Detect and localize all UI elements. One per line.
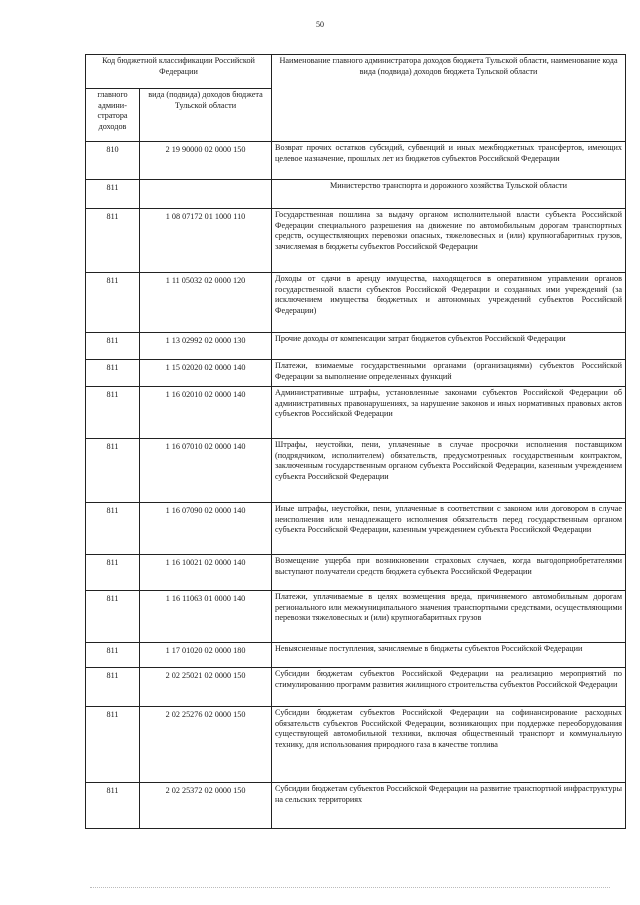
income-code-cell: 2 19 90000 02 0000 150 <box>140 142 272 180</box>
income-name-cell: Субсидии бюджетам субъектов Российской Федерации на реализацию мероприятий по стимулированию программ развития жилищного строительства субъектов Российской Федерации <box>272 668 626 707</box>
income-name-cell: Субсидии бюджетам субъектов Российской Федерации на развитие транспортной инфраструктуры на сельских территориях <box>272 783 626 829</box>
admin-code-cell: 811 <box>86 668 140 707</box>
table-row <box>86 643 626 668</box>
admin-code-cell: 811 <box>86 387 140 439</box>
table-row <box>86 209 626 273</box>
income-name-cell: Субсидии бюджетам субъектов Российской Федерации на софинансирование расходных обязательств субъектов Российской Федерации, возникающих при поддержке переоборудования существующей автомобильной техники, включая общественный транспорт и коммунальную технику, для использования природного газа в качестве топлива <box>272 707 626 783</box>
table-row <box>86 387 626 439</box>
income-code-cell: 1 17 01020 02 0000 180 <box>140 643 272 668</box>
income-name-cell: Возмещение ущерба при возникновении страховых случаев, когда выгодоприобретателями выступают получатели средств бюджета субъекта Российской Федерации <box>272 555 626 591</box>
income-name-cell: Прочие доходы от компенсации затрат бюджетов субъектов Российской Федерации <box>272 333 626 360</box>
table-row <box>86 668 626 707</box>
table-row <box>86 439 626 503</box>
table-row <box>86 142 626 180</box>
income-code-cell: 1 11 05032 02 0000 120 <box>140 273 272 333</box>
income-name-cell: Доходы от сдачи в аренду имущества, находящегося в оперативном управлении органов государственной власти субъектов Российской Федерации и созданных ими учреждений (за исключением имущества бюджетных и автономных учреждений субъектов Российской Федерации) <box>272 273 626 333</box>
ministry-name-cell: Министерство транспорта и дорожного хозяйства Тульской области <box>272 180 626 209</box>
admin-code-cell: 811 <box>86 591 140 643</box>
page-number: 50 <box>316 20 324 29</box>
income-code-cell: 1 16 10021 02 0000 140 <box>140 555 272 591</box>
table-row <box>86 503 626 555</box>
income-name-cell: Невыясненные поступления, зачисляемые в бюджеты субъектов Российской Федерации <box>272 643 626 668</box>
scan-artifact-line <box>90 887 610 889</box>
table-row <box>86 555 626 591</box>
income-name-cell: Иные штрафы, неустойки, пени, уплаченные в соответствии с законом или договором в случае неисполнения или ненадлежащего исполнения обязательств перед государственным органом субъекта Российской Федерации, казенным учреждением субъекта Российской Федерации <box>272 503 626 555</box>
income-code-cell: 2 02 25276 02 0000 150 <box>140 707 272 783</box>
income-code-cell: 1 16 11063 01 0000 140 <box>140 591 272 643</box>
admin-code-cell: 811 <box>86 209 140 273</box>
admin-code-cell: 811 <box>86 503 140 555</box>
table-row <box>86 591 626 643</box>
income-name-cell: Административные штрафы, установленные законами субъектов Российской Федерации об административных правонарушениях, за нарушение законов и иных нормативных правовых актов субъектов Российской Федерации <box>272 387 626 439</box>
income-code-cell: 1 15 02020 02 0000 140 <box>140 360 272 387</box>
header-name-group: Наименование главного администратора доходов бюджета Тульской области, наименование кода вида (подвида) доходов бюджета Тульской области <box>272 55 626 142</box>
table-row <box>86 360 626 387</box>
budget-classification-table <box>85 54 626 829</box>
income-code-cell: 2 02 25021 02 0000 150 <box>140 668 272 707</box>
admin-code-cell: 811 <box>86 555 140 591</box>
income-name-cell: Платежи, уплачиваемые в целях возмещения вреда, причиняемого автомобильным дорогам регионального или межмуниципального значения транспортными средствами, осуществляющими перевозки тяжеловесных и (или) крупногабаритных грузов <box>272 591 626 643</box>
income-code-cell: 1 16 02010 02 0000 140 <box>140 387 272 439</box>
header-admin-column: главного админи-стратора доходов <box>86 89 140 142</box>
admin-code-cell: 811 <box>86 707 140 783</box>
admin-code-cell: 811 <box>86 273 140 333</box>
income-code-cell: 2 02 25372 02 0000 150 <box>140 783 272 829</box>
income-code-cell: 1 16 07010 02 0000 140 <box>140 439 272 503</box>
income-name-cell: Платежи, взимаемые государственными органами (организациями) субъектов Российской Федерации за выполнение определенных функций <box>272 360 626 387</box>
table-row <box>86 333 626 360</box>
income-name-cell: Возврат прочих остатков субсидий, субвенций и иных межбюджетных трансфертов, имеющих целевое назначение, прошлых лет из бюджетов субъектов Российской Федерации <box>272 142 626 180</box>
table-row <box>86 273 626 333</box>
income-code-cell: 1 16 07090 02 0000 140 <box>140 503 272 555</box>
admin-code-cell: 811 <box>86 643 140 668</box>
admin-code-cell: 811 <box>86 783 140 829</box>
income-code-cell <box>140 180 272 209</box>
table-row <box>86 707 626 783</box>
header-income-column: вида (подвида) доходов бюджета Тульской области <box>140 89 272 142</box>
table-row <box>86 783 626 829</box>
income-name-cell: Штрафы, неустойки, пени, уплаченные в случае просрочки исполнения поставщиком (подрядчиком, исполнителем) обязательств, предусмотренных государственным контрактом, заключенным государственным органом субъекта Российской Федерации, казенным учреждением субъекта Российской Федерации <box>272 439 626 503</box>
table-row <box>86 180 626 209</box>
income-code-cell: 1 13 02992 02 0000 130 <box>140 333 272 360</box>
income-code-cell: 1 08 07172 01 1000 110 <box>140 209 272 273</box>
admin-code-cell: 810 <box>86 142 140 180</box>
income-name-cell: Государственная пошлина за выдачу органом исполнительной власти субъекта Российской Федерации специального разрешения на движение по автомобильным дорогам транспортных средств, осуществляющих перевозки опасных, тяжеловесных и (или) крупногабаритных грузов, зачисляемая в бюджеты субъектов Российской Федерации <box>272 209 626 273</box>
admin-code-cell: 811 <box>86 360 140 387</box>
header-code-group: Код бюджетной классификации Российской Федерации <box>86 55 272 89</box>
admin-code-cell: 811 <box>86 333 140 360</box>
admin-code-cell: 811 <box>86 439 140 503</box>
admin-code-cell: 811 <box>86 180 140 209</box>
